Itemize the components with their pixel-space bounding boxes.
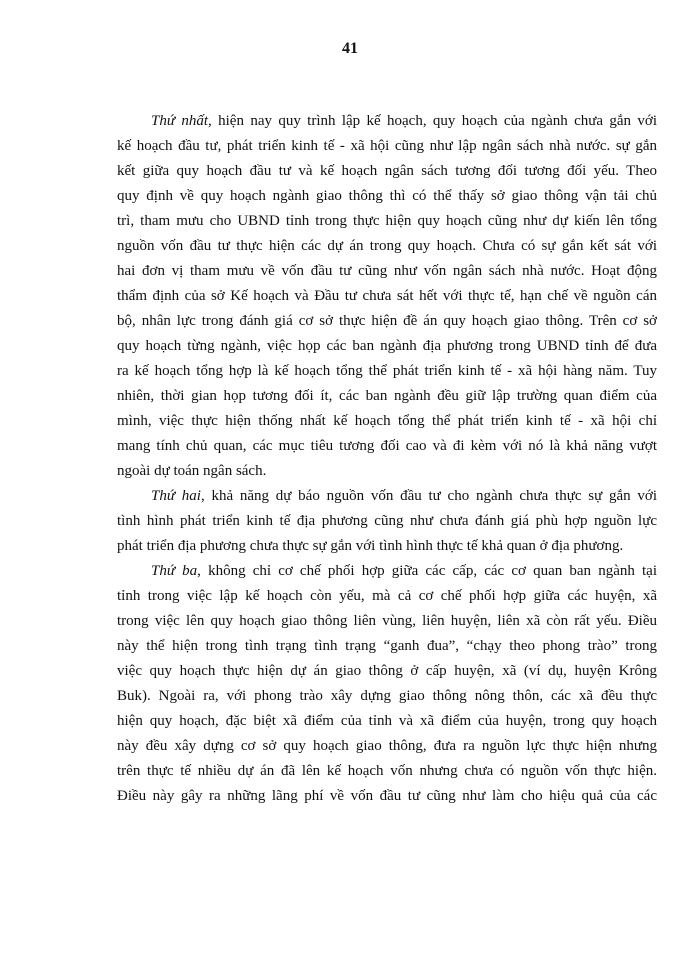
paragraph-1-line: quy định về quy hoạch ngành giao thông thì có thể thấy sở giao thông vận tải chủ xyxy=(117,188,657,204)
paragraph-1-line: kết giữa quy hoạch đầu tư và kế hoạch ngân sách tương đối tương đối yếu. Theo xyxy=(117,163,657,179)
paragraph-1-line: ra kế hoạch tổng hợp là kế hoạch tổng thể phát triển kinh tế - xã hội hàng năm. Tuy xyxy=(117,363,657,379)
paragraph-3-line: này đều xây dựng cơ sở quy hoạch giao thông, đưa ra nguồn lực thực hiện nhưng xyxy=(117,738,657,754)
paragraph-2-line: Thứ hai, khả năng dự báo nguồn vốn đầu tư cho ngành chưa thực sự gắn với xyxy=(151,488,657,504)
paragraph-lead: Thứ nhất xyxy=(151,113,209,129)
body-text xyxy=(117,109,657,809)
paragraph-1-line: quy hoạch từng ngành, việc họp các ban ngành địa phương trong UBND tỉnh để đưa xyxy=(117,338,657,354)
paragraph-3-line: này thể hiện trong tình trạng tình trạng “ganh đua”, “chạy theo phong trào” trong xyxy=(117,638,657,654)
paragraph-lead: Thứ ba xyxy=(151,563,198,579)
paragraph-1-line: trì, tham mưu cho UBND tỉnh trong thực hiện quy hoạch cũng như dự kiến lên tổng xyxy=(117,213,657,229)
paragraph-1-line: nhiên, thời gian họp tương đối ít, các ban ngành đều giữ lập trường quan điểm của xyxy=(117,388,657,404)
paragraph-1-line: mang tính chủ quan, các mục tiêu tương đối cao và đi kèm với nó là khả năng vượt xyxy=(117,438,657,454)
paragraph-3-line: trên thực tế nhiều dự án đã lên kế hoạch vốn nhưng chưa có nguồn vốn thực hiện. xyxy=(117,763,657,779)
paragraph-2-line: tình hình phát triển kinh tế địa phương cũng như chưa đánh giá phù hợp nguồn lực xyxy=(117,513,657,529)
paragraph-1-line: thẩm định của sở Kế hoạch và Đầu tư chưa sát hết với thực tế, hạn chế về nguồn cán xyxy=(117,288,657,304)
paragraph-3-line: tỉnh trong việc lập kế hoạch còn yếu, mà cả cơ chế phối hợp giữa các huyện, xã xyxy=(117,588,657,604)
paragraph-2-line: phát triển địa phương chưa thực sự gắn với tình hình thực tế khả quan ở địa phương. xyxy=(117,538,624,554)
paragraph-3-line: Thứ ba, không chỉ cơ chế phối hợp giữa các cấp, các cơ quan ban ngành tại xyxy=(151,563,657,579)
paragraph-1-line: kế hoạch đầu tư, phát triển kinh tế - xã hội cũng như lập ngân sách nhà nước. sự gắn xyxy=(117,138,657,154)
paragraph-3-line: việc quy hoạch thực hiện dự án giao thông ở cấp huyện, xã (ví dụ, huyện Krông xyxy=(117,663,657,679)
paragraph-3-line: trong việc lên quy hoạch giao thông liên vùng, liên huyện, liên xã còn rất yếu. Điều xyxy=(117,613,657,629)
paragraph-lead: Thứ hai xyxy=(151,488,201,504)
paragraph-1-line: Thứ nhất, hiện nay quy trình lập kế hoạch, quy hoạch của ngành chưa gắn với xyxy=(151,113,657,129)
paragraph-3-line: hiện quy hoạch, đặc biệt xã điểm của tỉnh và xã điểm của huyện, trong quy hoạch xyxy=(117,713,657,729)
paragraph-3-line: Buk). Ngoài ra, với phong trào xây dựng giao thông nông thôn, các xã đều thực xyxy=(117,688,657,704)
paragraph-1-line: nguồn vốn đầu tư thực hiện các dự án trong quy hoạch. Chưa có sự gắn kết sát với xyxy=(117,238,657,254)
paragraph-1-line: ngoài dự toán ngân sách. xyxy=(117,463,267,479)
paragraph-3-line: Điều này gây ra những lãng phí về vốn đầu tư cũng như làm cho hiệu quả của các xyxy=(117,788,657,804)
paragraph-1-line: bộ, nhân lực trong đánh giá cơ sở thực hiện đề án quy hoạch giao thông. Trên cơ sở xyxy=(117,313,657,329)
paragraph-1-line: hai đơn vị tham mưu về vốn đầu tư cũng như vốn ngân sách nhà nước. Hoạt động xyxy=(117,263,657,279)
page-number: 41 xyxy=(342,40,358,57)
paragraph-1-line: mình, việc thực hiện thống nhất kế hoạch tổng thể phát triển kinh tế - xã hội chỉ xyxy=(117,413,657,429)
